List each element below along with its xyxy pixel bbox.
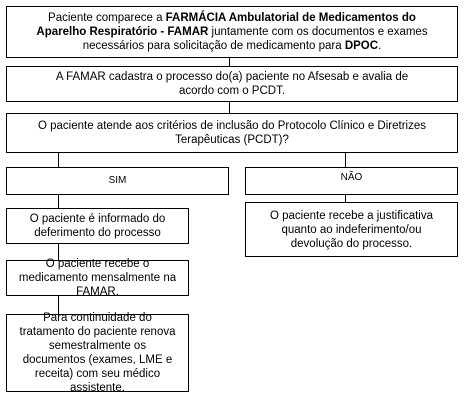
nao-label-box xyxy=(245,167,458,195)
sim-step-3-text: Para continuidade do tratamento do paciente renova semestralmente os documentos (exames, LME e receita) com seu médico assistente. xyxy=(19,312,176,394)
connector-question-sim xyxy=(58,153,59,167)
question-box xyxy=(6,113,458,153)
sim-step-1-text: O paciente é informado do deferimento do processo xyxy=(29,213,166,239)
sim-label-box xyxy=(6,167,229,195)
connector-nao-1 xyxy=(345,195,346,202)
step-2-text: A FAMAR cadastra o processo do(a) paciente no Afsesab e avalia de acordo com o PCDT. xyxy=(55,71,409,97)
sim-label: SIM xyxy=(108,175,127,186)
sim-step-1-box xyxy=(6,208,189,244)
connector-sim-1 xyxy=(58,195,59,208)
sim-step-2-text: O paciente recebe o medicamento mensalmente na FAMAR. xyxy=(18,258,177,298)
connector-question-nao xyxy=(345,153,346,167)
sim-step-2-box xyxy=(6,260,189,296)
step-2-box xyxy=(6,66,458,102)
connector-2 xyxy=(229,102,230,113)
nao-label: NÃO xyxy=(340,172,363,183)
sim-step-3-box xyxy=(6,314,189,392)
step-1-box xyxy=(6,6,458,58)
nao-step-text: O paciente recebe a justificativa quanto ao indeferimento/ou devolução do processo. xyxy=(269,209,433,250)
question-text: O paciente atende aos critérios de inclusão do Protocolo Clínico e Diretrizes Terapêuticas (PCDT)? xyxy=(37,120,426,146)
step-1-text: Paciente comparece a FARMÁCIA Ambulatorial de Medicamentos do Aparelho Respiratório - FAMAR juntamente com os documentos e exames necessários para solicitação de medicamento para DPOC. xyxy=(36,12,428,52)
nao-step-box xyxy=(245,202,458,257)
connector-1 xyxy=(229,58,230,66)
